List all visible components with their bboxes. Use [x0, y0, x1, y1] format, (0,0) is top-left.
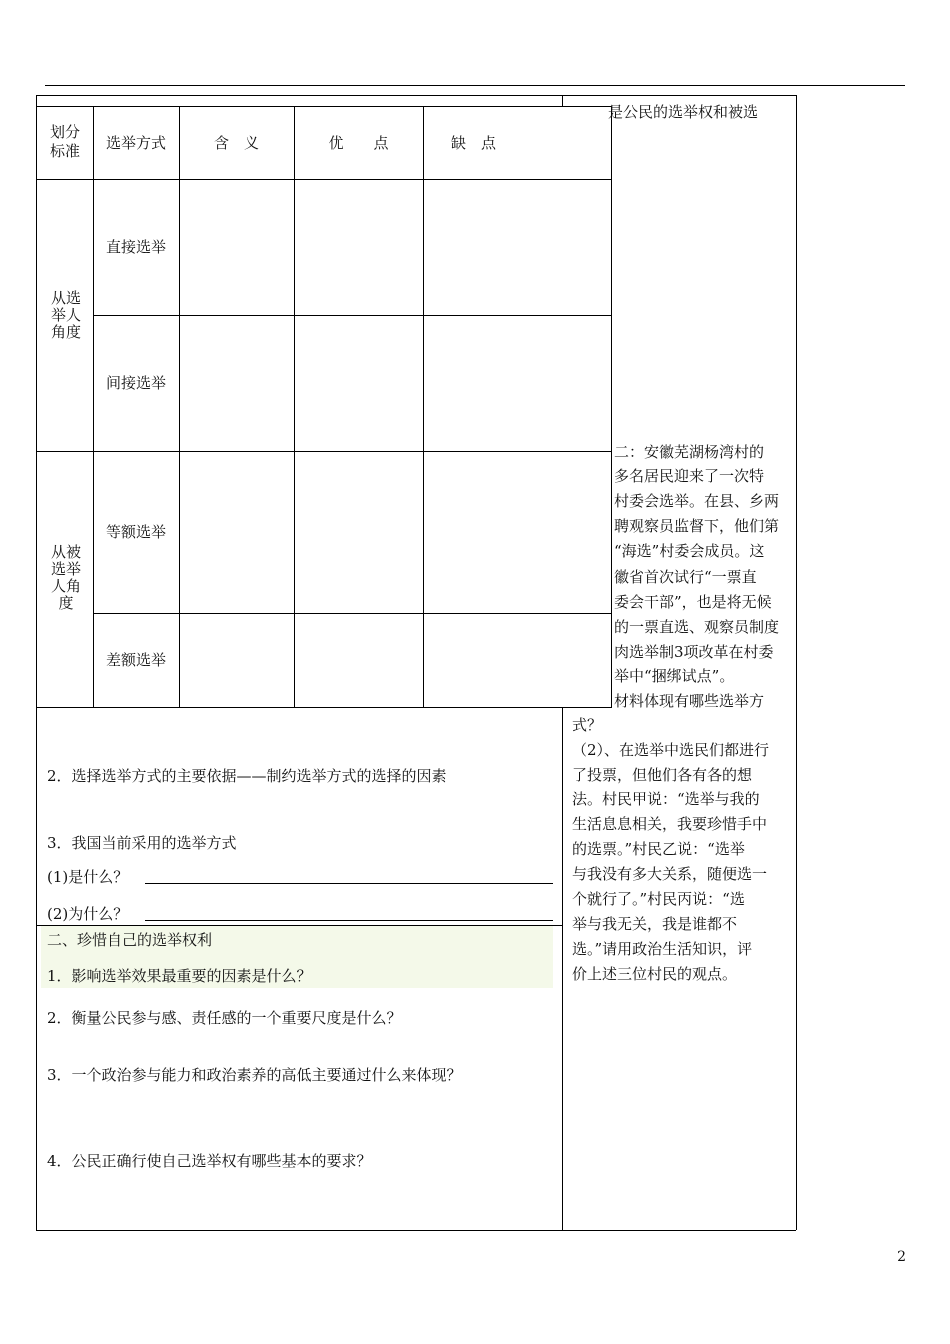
right-question-2-line-10: 价上述三位村民的观点。: [572, 965, 738, 983]
right-question-2-line-2: 了投票，但他们各有各的想: [572, 766, 753, 784]
answer-line-3-1: [145, 883, 553, 884]
table-rule-4: [93, 613, 612, 614]
right-material-line-1: 二：安徽芜湖杨湾村的: [614, 443, 765, 461]
right-question-2-line-9: 选。”请用政治生活知识，评: [572, 940, 753, 958]
table-col-2: [179, 106, 180, 708]
frame-top: [36, 95, 796, 96]
right-question-2-line-1: （2）、在选举中选民们都进行: [572, 741, 770, 759]
section-2-title: 二、珍惜自己的选举权利: [47, 931, 213, 949]
page-number: 2: [897, 1249, 906, 1265]
right-material-line-9: 肉选举制3项改革在村委: [614, 643, 774, 661]
header-disadvantages: 缺 点: [451, 134, 497, 152]
right-question-2-line-4: 生活息息相关，我要珍惜手中: [572, 815, 768, 833]
header-meaning: 含 义: [213, 134, 259, 152]
election-methods-table: [36, 106, 612, 708]
group-label-candidate: 从被选举人角度: [50, 543, 81, 612]
row-direct-election: 直接选举: [105, 238, 166, 256]
table-col-3: [294, 106, 295, 708]
row-indirect-election: 间接选举: [105, 374, 166, 392]
section-2-item-2: 2．衡量公民参与感、责任感的一个重要尺度是什么？: [47, 1009, 402, 1027]
right-material-line-10: 举中“捆绑试点”。: [614, 667, 735, 685]
right-material-line-3: 村委会选举。在县、乡两: [614, 492, 780, 510]
right-question-2-line-6: 与我没有多大关系，随便选一: [572, 865, 768, 883]
question-2: 2．选择选举方式的主要依据——制约选举方式的选择的因素: [47, 767, 447, 785]
table-rule-3: [36, 451, 612, 452]
header-method: 选举方式: [105, 134, 166, 152]
right-material-line-6: 徽省首次试行“一票直: [614, 568, 757, 586]
question-3-1: (1)是什么？: [47, 868, 129, 886]
row-equal-election: 等额选举: [105, 523, 166, 541]
section-2-item-4: 4．公民正确行使自己选举权有哪些基本的要求？: [47, 1152, 372, 1170]
frame-right: [796, 95, 797, 1230]
right-question-2-line-7: 个就行了。”村民丙说：“选: [572, 890, 745, 908]
question-3-2: (2)为什么？: [47, 905, 129, 923]
table-col-4: [423, 106, 424, 708]
section-2-item-3: 3．一个政治参与能力和政治素养的高低主要通过什么来体现？: [47, 1066, 462, 1084]
right-question-1-cont: 式？: [572, 716, 603, 734]
group-label-voter: 从选举人角度: [50, 289, 81, 341]
right-question-2-line-8: 举与我无关，我是谁都不: [572, 915, 738, 933]
right-top-text: 是公民的选举权和被选: [608, 103, 759, 121]
right-material-line-2: 多名居民迎来了一次特: [614, 467, 765, 485]
right-question-2-line-5: 的选票。”村民乙说：“选举: [572, 840, 745, 858]
header-rule: [45, 85, 905, 86]
answer-line-3-2: [145, 920, 553, 921]
right-question-2-line-3: 法。村民甲说：“选举与我的: [572, 790, 760, 808]
right-material-line-4: 聘观察员监督下，他们第: [614, 517, 780, 535]
table-rule-1: [36, 179, 612, 180]
right-material-line-7: 委会干部”，也是将无候: [614, 593, 772, 611]
right-material-line-8: 的一票直选、观察员制度: [614, 618, 780, 636]
row-competitive-election: 差额选举: [105, 651, 166, 669]
header-advantages: 优 点: [328, 134, 389, 152]
section-2-item-1: 1．影响选举效果最重要的因素是什么？: [47, 967, 312, 985]
question-3: 3．我国当前采用的选举方式: [47, 834, 237, 852]
frame-bottom: [36, 1230, 796, 1231]
right-material-line-5: “海选”村委会成员。这: [614, 542, 765, 560]
right-question-1: 材料体现有哪些选举方: [614, 692, 765, 710]
table-rule-2: [93, 315, 612, 316]
table-col-1: [93, 106, 94, 708]
header-criteria: 划分标准: [49, 123, 80, 160]
